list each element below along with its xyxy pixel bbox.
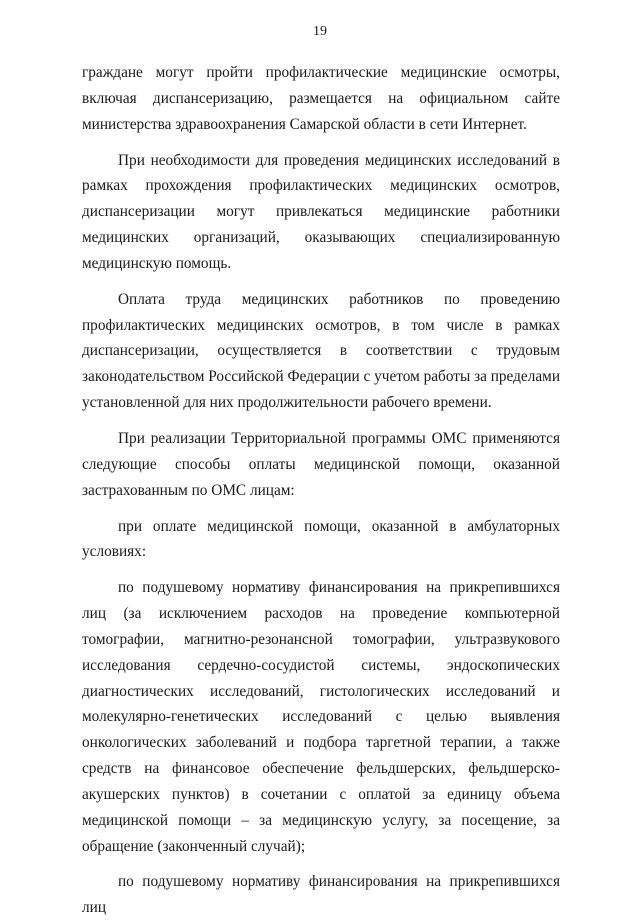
paragraph-payment-methods-intro: При реализации Территориальной программы ОМС применяются следующие способы оплаты медицинской помощи, оказанной застрахованным по ОМС лицам: (82, 429, 560, 499)
paragraph-per-capita-standard: по подушевому нормативу финансирования на прикрепившихся лиц (за исключением расходов на проведение компьютерной томографии, магнитно-резонансной томографии, ультразвукового исследования сердечно-сосудистой системы, эндоскопических диагностических исследований, гистологических исследований и молекулярно-генетических исследований с целью выявления онкологических заболеваний и подбора таргетной терапии, а также средств на финансовое обеспечение фельдшерских, фельдшерско-акушерских пунктов) в сочетании с оплатой за единицу объема медицинской помощи – за медицинскую услугу, за посещение, за обращение (законченный случай); (82, 579, 560, 855)
paragraph-medical-workers-involvement: При необходимости для проведения медицинских исследований в рамках прохождения профилактических медицинских осмотров, диспансеризации могут привлекаться медицинские работники медицинских организаций, оказывающих специализированную медицинскую помощь. (82, 151, 560, 272)
document-body (82, 60, 560, 921)
paragraph-per-capita-standard-continued: по подушевому нормативу финансирования на прикрепившихся лиц (82, 873, 560, 917)
paragraph-outpatient-conditions: при оплате медицинской помощи, оказанной в амбулаторных условиях: (82, 517, 560, 561)
page-number: 19 (313, 24, 327, 39)
paragraph-labor-payment: Оплата труда медицинских работников по проведению профилактических медицинских осмотров, в том числе в рамках диспансеризации, осуществляется в соответствии с трудовым законодательством Российской Федерации с учетом работы за пределами установленной для них продолжительности рабочего времени. (82, 290, 561, 412)
paragraph-continuation: граждане могут пройти профилактические медицинские осмотры, включая диспансеризацию, размещается на официальном сайте министерства здравоохранения Самарской области в сети Интернет. (82, 64, 560, 133)
